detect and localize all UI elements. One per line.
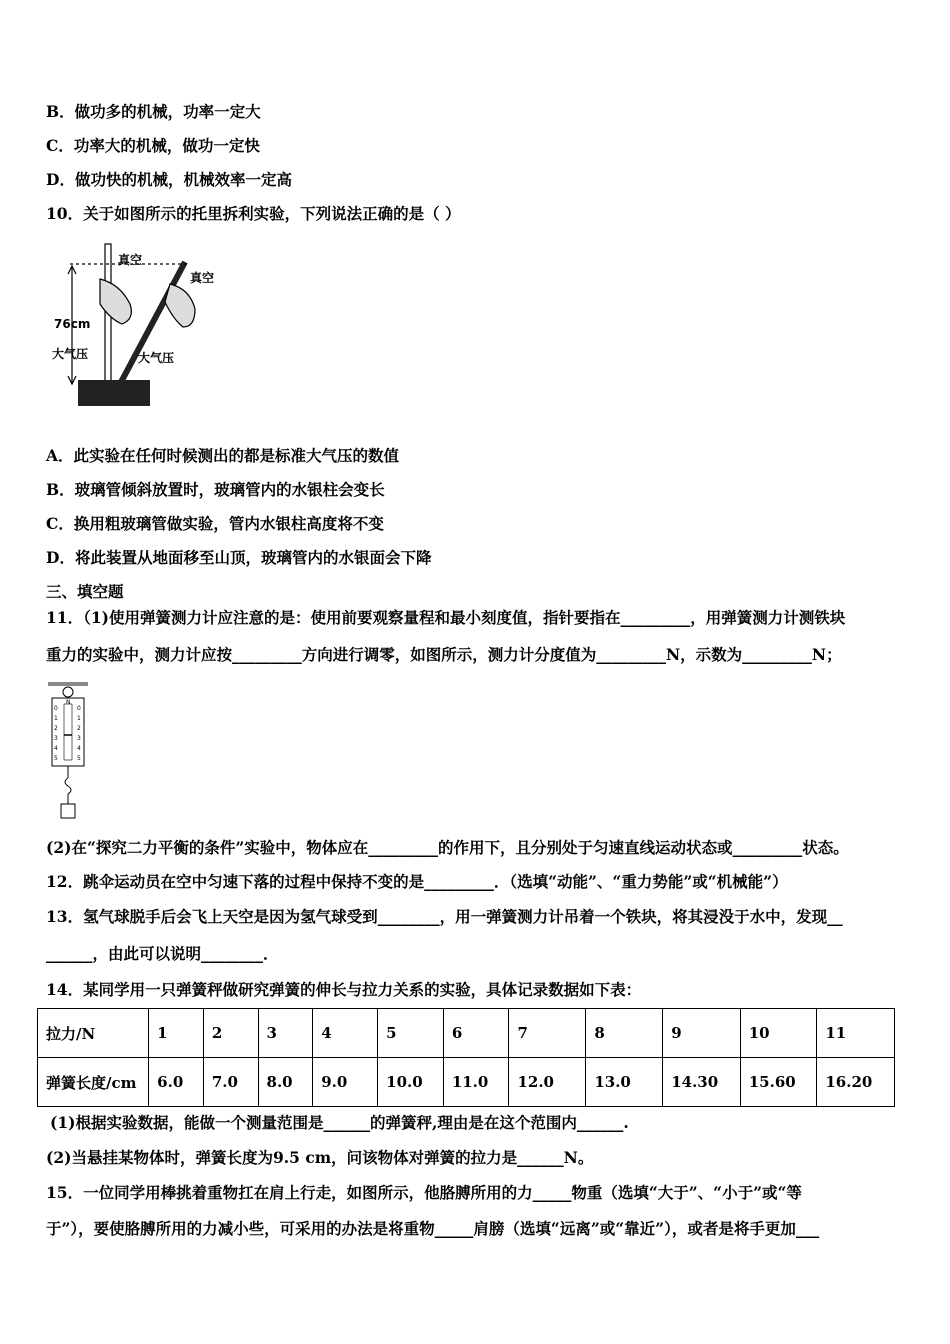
q10-stem: 10．关于如图所示的托里拆利实验，下列说法正确的是（ ） xyxy=(46,204,461,223)
label-pressure-2: 大气压 xyxy=(138,351,175,365)
q12-text: 12．跳伞运动员在空中匀速下落的过程中保持不变的是_________．（选填“动能”、“重力势能”或“机械能”） xyxy=(46,872,788,891)
scale-right-5: 5 xyxy=(77,755,81,762)
table-cell: 7 xyxy=(509,1009,586,1058)
section-3-title: 三、填空题 xyxy=(46,582,124,601)
q10-option-c: C．换用粗玻璃管做实验，管内水银柱高度将不变 xyxy=(46,514,384,533)
table-cell: 3 xyxy=(258,1009,313,1058)
scale-left-1: 1 xyxy=(54,715,58,722)
table-cell: 15.60 xyxy=(740,1058,817,1107)
table-cell: 13.0 xyxy=(586,1058,663,1107)
scale-left-4: 4 xyxy=(54,745,58,752)
q10-option-a: A．此实验在任何时候测出的都是标准大气压的数值 xyxy=(46,446,400,465)
hand-right xyxy=(165,284,195,327)
table-cell: 9.0 xyxy=(313,1058,378,1107)
spring-scale-figure xyxy=(44,680,94,820)
q9-option-d: D．做功快的机械，机械效率一定高 xyxy=(46,170,292,189)
table-cell: 6 xyxy=(443,1009,509,1058)
q11-line-1: 11．（1)使用弹簧测力计应注意的是：使用前要观察量程和最小刻度值，指针要指在_________，用弹簧测力计测铁块 xyxy=(46,608,846,627)
table-row xyxy=(38,1058,895,1107)
q10-option-d: D．将此装置从地面移至山顶，玻璃管内的水银面会下降 xyxy=(46,548,432,567)
row1-label: 拉力/N xyxy=(38,1009,149,1058)
q14-sub-1: (1)根据实验数据，能做一个测量范围是______的弹簧秤,理由是在这个范围内______. xyxy=(50,1113,629,1132)
q14-sub-2: (2)当悬挂某物体时，弹簧长度为9.5 cm，问该物体对弹簧的拉力是______N。 xyxy=(46,1148,594,1167)
q9-option-c: C．功率大的机械，做功一定快 xyxy=(46,136,260,155)
label-vacuum-1: 真空 xyxy=(118,253,143,267)
table-cell: 11 xyxy=(817,1009,895,1058)
table-cell: 8.0 xyxy=(258,1058,313,1107)
q10-option-b: B．玻璃管倾斜放置时，玻璃管内的水银柱会变长 xyxy=(46,480,385,499)
table-cell: 4 xyxy=(313,1009,378,1058)
scale-right-0: 0 xyxy=(77,705,81,712)
q11-line-2: 重力的实验中，测力计应按_________方向进行调零，如图所示，测力计分度值为_________N，示数为_________N； xyxy=(46,645,842,664)
label-pressure-1: 大气压 xyxy=(52,347,89,361)
scale-left-5: 5 xyxy=(54,755,58,762)
scale-right-1: 1 xyxy=(77,715,81,722)
table-cell: 8 xyxy=(586,1009,663,1058)
label-76cm: 76cm xyxy=(54,317,91,331)
table-cell: 6.0 xyxy=(149,1058,204,1107)
q15-line-2: 于”），要使胳膊所用的力减小些，可采用的办法是将重物_____肩膀（选填“远离”或“靠近”），或者是将手更加___ xyxy=(46,1219,820,1238)
scale-left-0: 0 xyxy=(54,705,58,712)
weight-block xyxy=(61,804,75,818)
table-row xyxy=(38,1009,895,1058)
table-cell: 12.0 xyxy=(509,1058,586,1107)
scale-left-3: 3 xyxy=(54,735,58,742)
q9-option-b: B．做功多的机械，功率一定大 xyxy=(46,102,261,121)
table-cell: 16.20 xyxy=(817,1058,895,1107)
scale-right-3: 3 xyxy=(77,735,81,742)
q11-line-3: (2)在“探究二力平衡的条件”实验中，物体应在_________的作用下，且分别处于匀速直线运动状态或_________状态。 xyxy=(46,838,849,857)
table-cell: 9 xyxy=(663,1009,741,1058)
torricelli-figure xyxy=(50,234,240,414)
mercury-dish xyxy=(78,380,150,406)
tilted-tube xyxy=(120,262,185,384)
table-cell: 14.30 xyxy=(663,1058,741,1107)
table-cell: 1 xyxy=(149,1009,204,1058)
q13-line-1: 13．氢气球脱手后会飞上天空是因为氢气球受到________，用一弹簧测力计吊着一个铁块，将其浸没于水中，发现__ xyxy=(46,907,843,926)
table-cell: 11.0 xyxy=(443,1058,509,1107)
scale-right-2: 2 xyxy=(77,725,81,732)
table-cell: 10 xyxy=(740,1009,817,1058)
table-cell: 5 xyxy=(378,1009,444,1058)
table-cell: 7.0 xyxy=(203,1058,258,1107)
q14-stem: 14．某同学用一只弹簧秤做研究弹簧的伸长与拉力关系的实验，具体记录数据如下表： xyxy=(46,980,642,999)
scale-left-2: 2 xyxy=(54,725,58,732)
scale-right-4: 4 xyxy=(77,745,81,752)
row2-label: 弹簧长度/cm xyxy=(38,1058,149,1107)
label-vacuum-2: 真空 xyxy=(190,271,215,285)
table-cell: 10.0 xyxy=(378,1058,444,1107)
q13-line-2: ______，由此可以说明________． xyxy=(46,944,279,963)
table-cell: 2 xyxy=(203,1009,258,1058)
spring-data-table xyxy=(37,1008,895,1107)
q15-line-1: 15．一位同学用棒挑着重物扛在肩上行走，如图所示，他胳膊所用的力_____物重（选填“大于”、“小于”或“等 xyxy=(46,1183,802,1202)
scale-unit: N xyxy=(66,699,71,706)
